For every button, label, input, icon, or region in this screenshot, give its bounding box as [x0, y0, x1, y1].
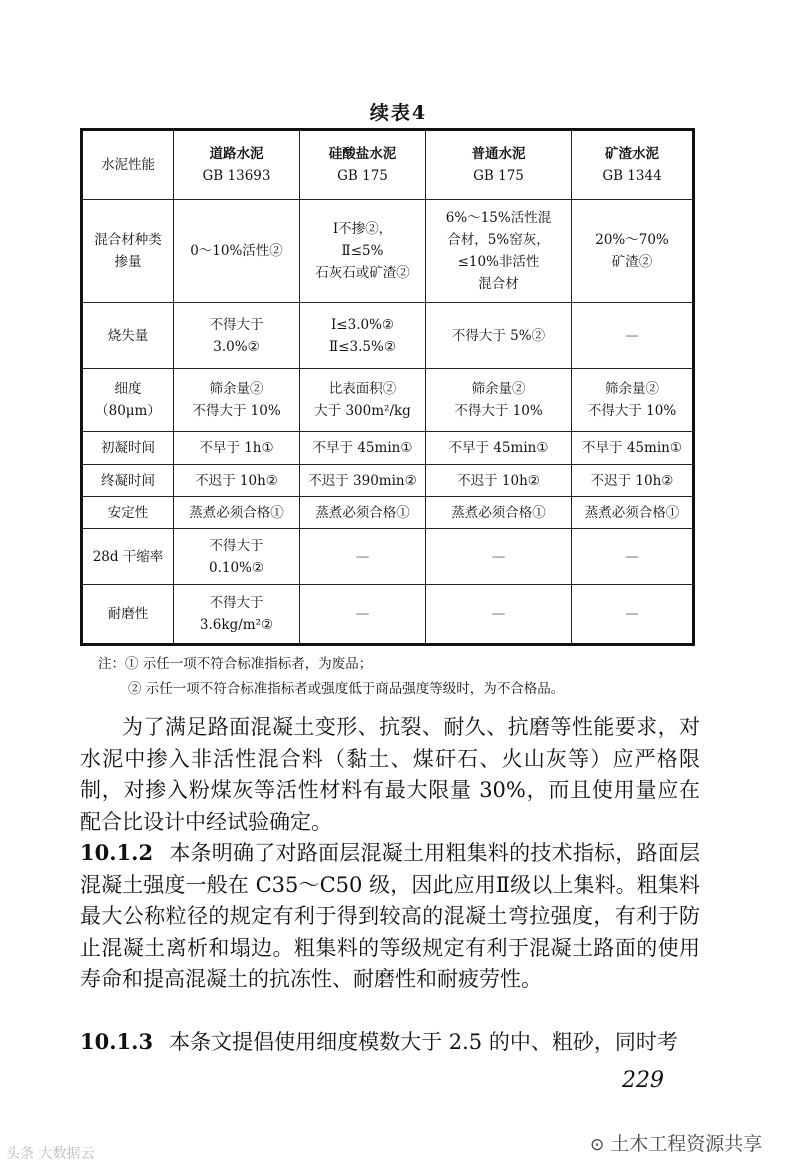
table-cell: —: [426, 585, 572, 645]
table-cell: 不早于 1h①: [174, 432, 300, 465]
table-row: [82, 200, 694, 303]
table-row: [82, 529, 694, 585]
table-cell: 不迟于 10h②: [426, 465, 572, 497]
table-row: [82, 303, 694, 369]
table-cell: Ⅰ≤3.0%② Ⅱ≤3.5%②: [300, 303, 426, 369]
table-row: [82, 497, 694, 529]
row-label: 安定性: [82, 497, 174, 529]
table-row: [82, 369, 694, 432]
table-cell: 不迟于 390min②: [300, 465, 426, 497]
row-label: 终凝时间: [82, 465, 174, 497]
table-cell: —: [300, 585, 426, 645]
table-cell: Ⅰ不掺②， Ⅱ≤5% 石灰石或矿渣②: [300, 200, 426, 303]
table-cell: 蒸煮必须合格①: [174, 497, 300, 529]
table-cell: —: [300, 529, 426, 585]
header-cell-slag-cement: 矿渣水泥 GB 1344: [572, 130, 694, 200]
table-cell: —: [572, 585, 694, 645]
table-cell: 蒸煮必须合格①: [300, 497, 426, 529]
table-row: [82, 465, 694, 497]
table-cell: 筛余量② 不得大于 10%: [174, 369, 300, 432]
table-cell: 0～10%活性②: [174, 200, 300, 303]
row-label: 烧失量: [82, 303, 174, 369]
table-row: [82, 585, 694, 645]
table-cell: —: [426, 529, 572, 585]
section-10-1-3: [80, 1026, 700, 1059]
table-cell: 蒸煮必须合格①: [572, 497, 694, 529]
table-cell: 不得大于 0.10%②: [174, 529, 300, 585]
table-cell: 不迟于 10h②: [572, 465, 694, 497]
row-label: 混合材种类 掺量: [82, 200, 174, 303]
row-label: 细度 （80μm）: [82, 369, 174, 432]
row-label: 28d 干缩率: [82, 529, 174, 585]
row-label: 初凝时间: [82, 432, 174, 465]
watermark-left: 头条 大数据云: [6, 1146, 95, 1162]
body-paragraph: 为了满足路面混凝土变形、抗裂、耐久、抗磨等性能要求，对水泥中掺入非活性混合料（黏土、煤矸石、火山灰等）应严格限制，对掺入粉煤灰等活性材料有最大限量 30%，而且使用量应在配合比设计中经试验确定。: [80, 715, 700, 834]
table-cell: 不早于 45min①: [572, 432, 694, 465]
table-note-2: ② 示任一项不符合标准指标者或强度低于商品强度等级时，为不合格品。: [128, 681, 565, 697]
table-cell: —: [572, 303, 694, 369]
table-cell: 筛余量② 不得大于 10%: [426, 369, 572, 432]
table-cell: 不早于 45min①: [426, 432, 572, 465]
row-label: 耐磨性: [82, 585, 174, 645]
table-cell: 不得大于 3.6kg/m²②: [174, 585, 300, 645]
header-cell-property: 水泥性能: [82, 130, 174, 200]
table-cell: 筛余量② 不得大于 10%: [572, 369, 694, 432]
watermark-right: [590, 1129, 762, 1156]
section-text: 本条明确了对路面层混凝土用粗集料的技术指标，路面层混凝土强度一般在 C35～C50 级，因此应用Ⅱ级以上集料。粗集料最大公称粒径的规定有利于得到较高的混凝土弯拉强度，有利于防止混凝土离析和塌边。粗集料的等级规定有利于混凝土路面的使用寿命和提高混凝土的抗冻性、耐磨性和耐疲劳性。: [80, 841, 700, 991]
table-cell: 比表面积② 大于 300m²/kg: [300, 369, 426, 432]
watermark-right-text: 土木工程资源共享: [610, 1133, 763, 1155]
table-cell: —: [572, 529, 694, 585]
section-number: 10.1.3: [80, 1029, 154, 1054]
section-number: 10.1.2: [80, 840, 154, 865]
header-cell-portland-cement: 硅酸盐水泥 GB 175: [300, 130, 426, 200]
page-number: 229: [622, 1068, 664, 1093]
section-10-1-2: [80, 837, 700, 996]
header-cell-road-cement: 道路水泥 GB 13693: [174, 130, 300, 200]
table-cell: 20%～70% 矿渣②: [572, 200, 694, 303]
table-caption: 续表4: [369, 102, 428, 124]
table-row: [82, 432, 694, 465]
header-row: [82, 130, 694, 200]
table-cell: 6%～15%活性混 合材，5%窑灰， ≤10%非活性 混合材: [426, 200, 572, 303]
table-cell: 不迟于 10h②: [174, 465, 300, 497]
cement-properties-table: [80, 128, 695, 646]
table-cell: 不早于 45min①: [300, 432, 426, 465]
section-text: 本条文提倡使用细度模数大于 2.5 的中、粗砂，同时考: [169, 1030, 678, 1054]
header-cell-ordinary-cement: 普通水泥 GB 175: [426, 130, 572, 200]
wechat-icon: ⊙: [590, 1135, 605, 1155]
table-cell: 不得大于 5%②: [426, 303, 572, 369]
table-cell: 蒸煮必须合格①: [426, 497, 572, 529]
table-cell: 不得大于 3.0%②: [174, 303, 300, 369]
table-note-1: 注：① 示任一项不符合标准指标者，为废品；: [98, 656, 373, 672]
